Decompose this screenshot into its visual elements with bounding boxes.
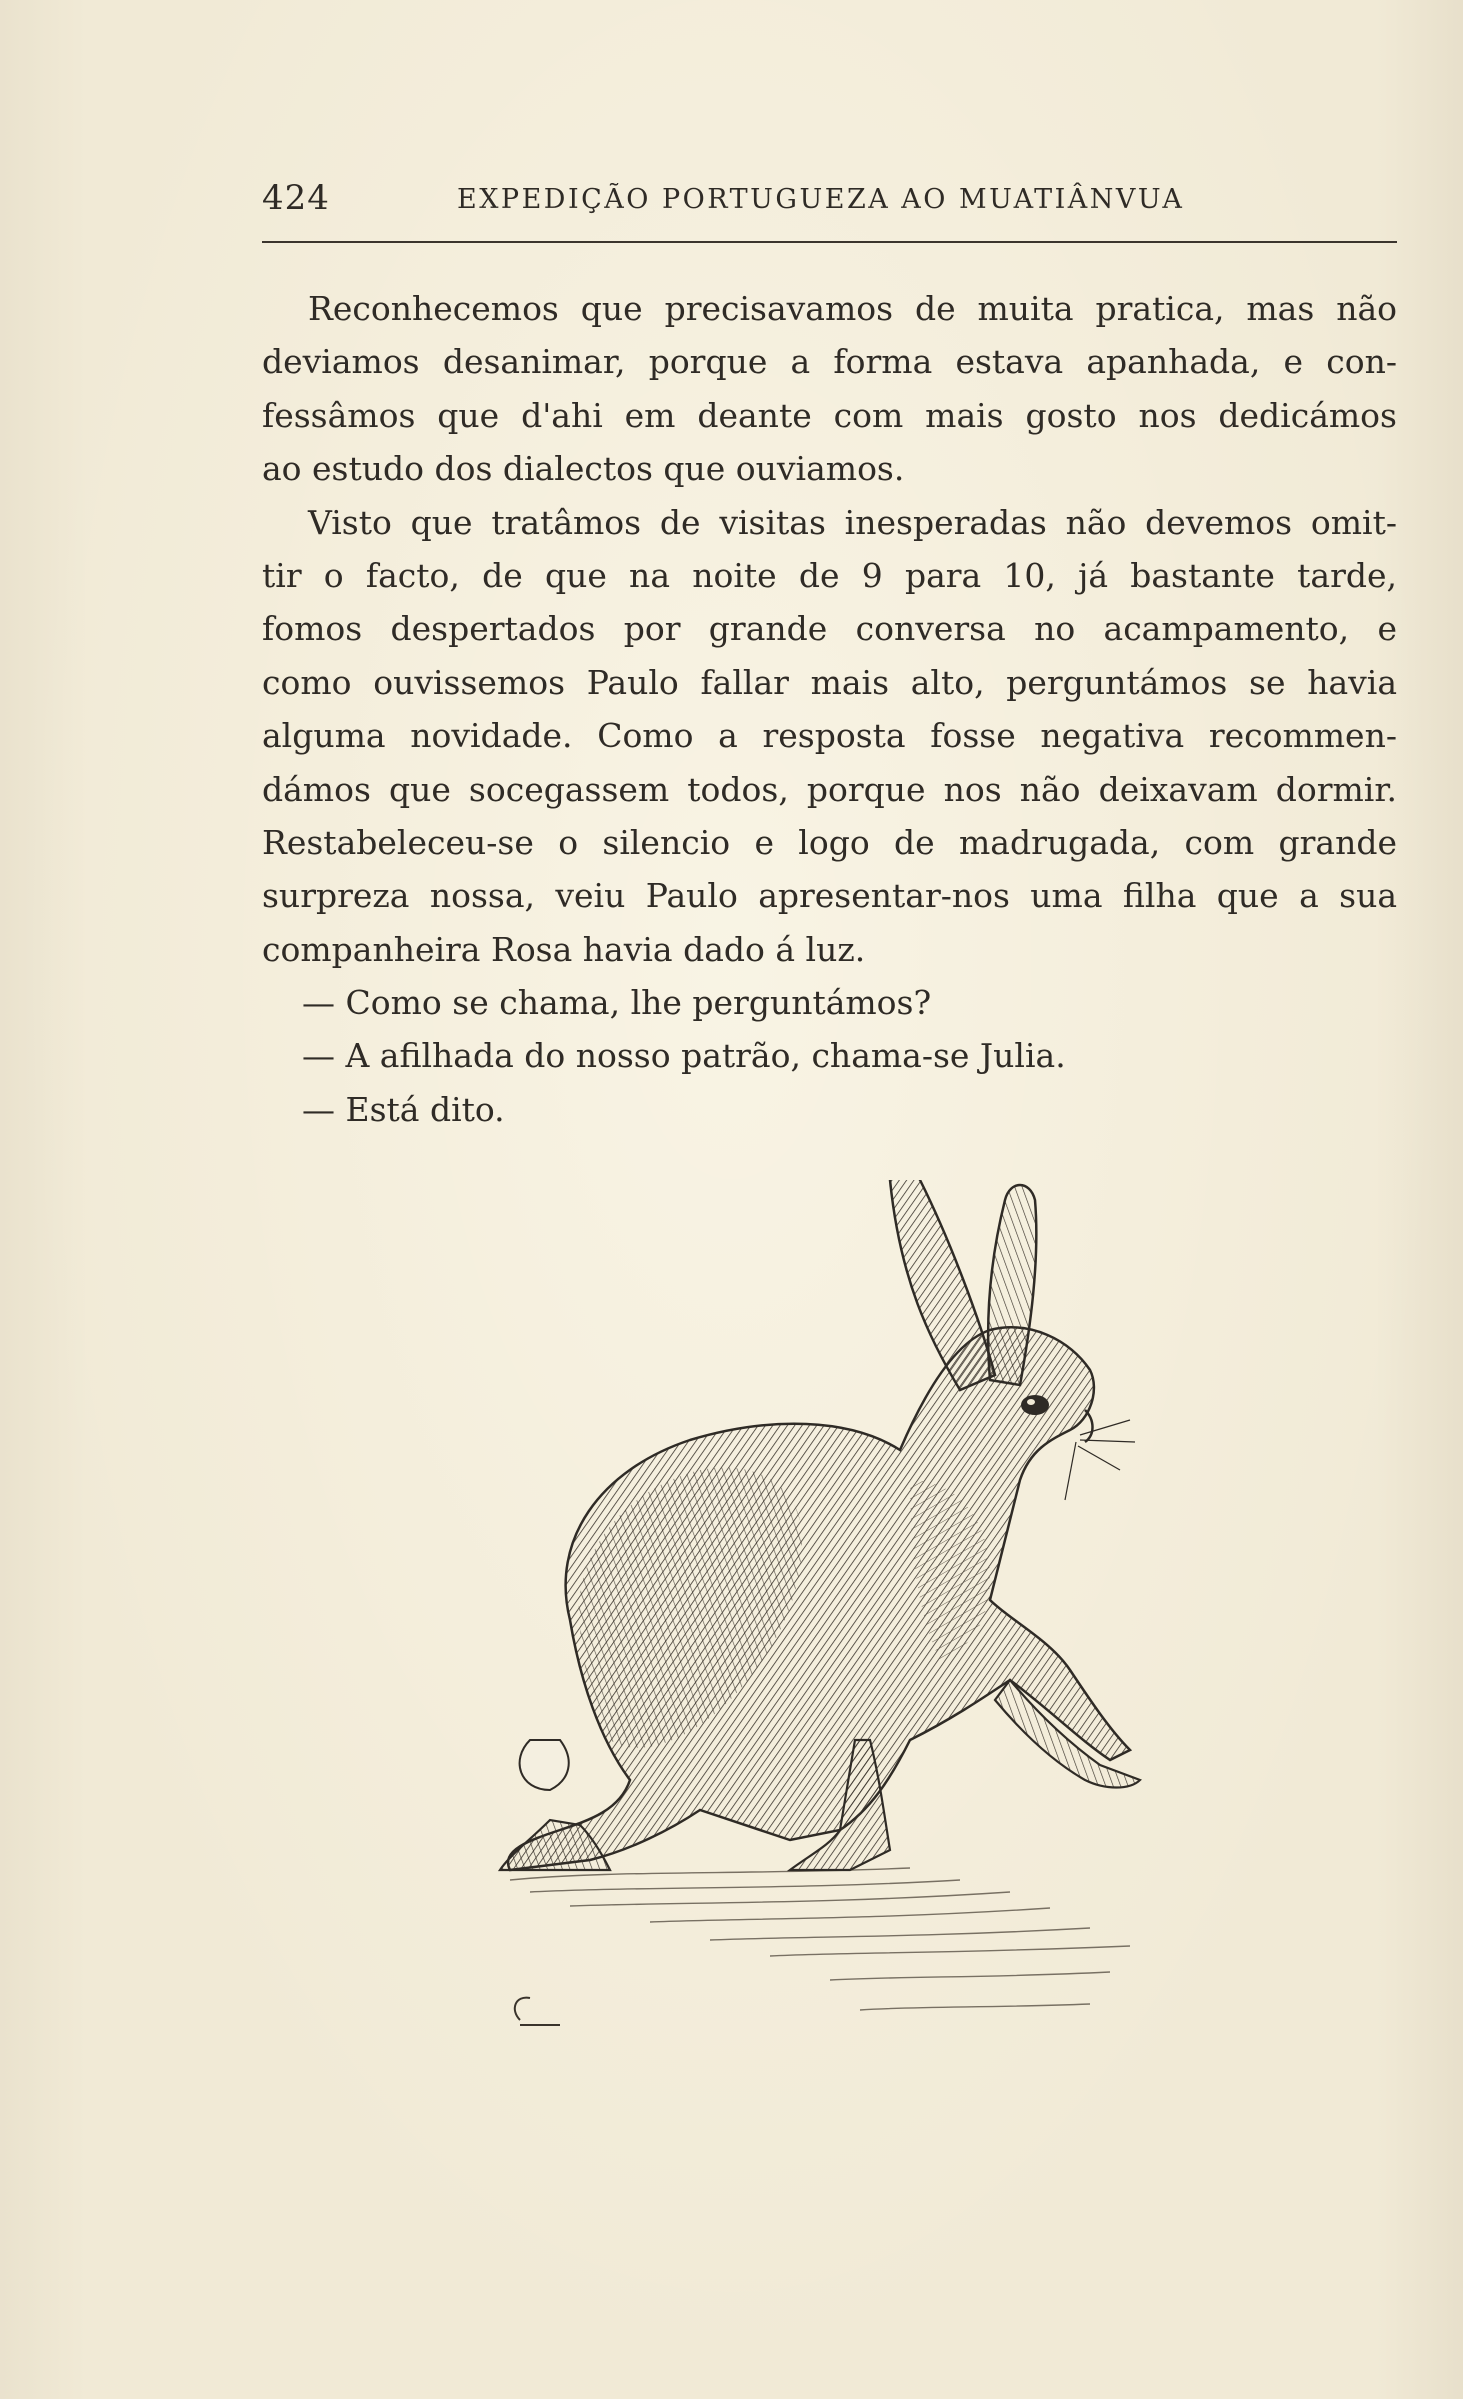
page-number: 424 xyxy=(262,178,330,218)
body-text xyxy=(262,282,1397,1136)
hare-illustration xyxy=(490,1180,1150,2060)
text-line: como ouvissemos Paulo fallar mais alto, perguntámos se havia xyxy=(262,662,1397,702)
header-rule xyxy=(262,241,1397,243)
text-line: ao estudo dos dialectos que ouviamos. xyxy=(262,449,905,489)
dialogue-line: — A afilhada do nosso patrão, chama-se Julia. xyxy=(302,1036,1066,1076)
text-line: tir o facto, de que na noite de 9 para 10, já bastante tarde, xyxy=(262,555,1397,595)
paragraph-2 xyxy=(262,496,1397,977)
text-line: deviamos desanimar, porque a forma estava apanhada, e con- xyxy=(262,342,1397,382)
text-line: surpreza nossa, veiu Paulo apresentar-nos uma filha que a sua xyxy=(262,876,1397,916)
text-line: Visto que tratâmos de visitas inesperadas não devemos omit- xyxy=(308,502,1397,542)
text-line: alguma novidade. Como a resposta fosse negativa recommen- xyxy=(262,716,1397,756)
dialogue-line: — Como se chama, lhe perguntámos? xyxy=(302,983,932,1023)
text-line: fomos despertados por grande conversa no acampamento, e xyxy=(262,609,1397,649)
running-title: EXPEDIÇÃO PORTUGUEZA AO MUATIÂNVUA xyxy=(457,184,1185,215)
text-line: companheira Rosa havia dado á luz. xyxy=(262,929,866,969)
text-line: fessâmos que d'ahi em deante com mais gosto nos dedicámos xyxy=(262,395,1397,435)
text-line: Reconhecemos que precisavamos de muita pratica, mas não xyxy=(308,289,1397,328)
dialogue xyxy=(262,976,1397,1136)
page-header xyxy=(262,178,1397,228)
hare-engraving-icon xyxy=(490,1180,1150,2060)
text-line: dámos que socegassem todos, porque nos não deixavam dormir. xyxy=(262,769,1397,809)
text-line: Restabeleceu-se o silencio e logo de madrugada, com grande xyxy=(262,822,1397,862)
paragraph-1 xyxy=(262,282,1397,496)
dialogue-line: — Está dito. xyxy=(302,1089,505,1129)
